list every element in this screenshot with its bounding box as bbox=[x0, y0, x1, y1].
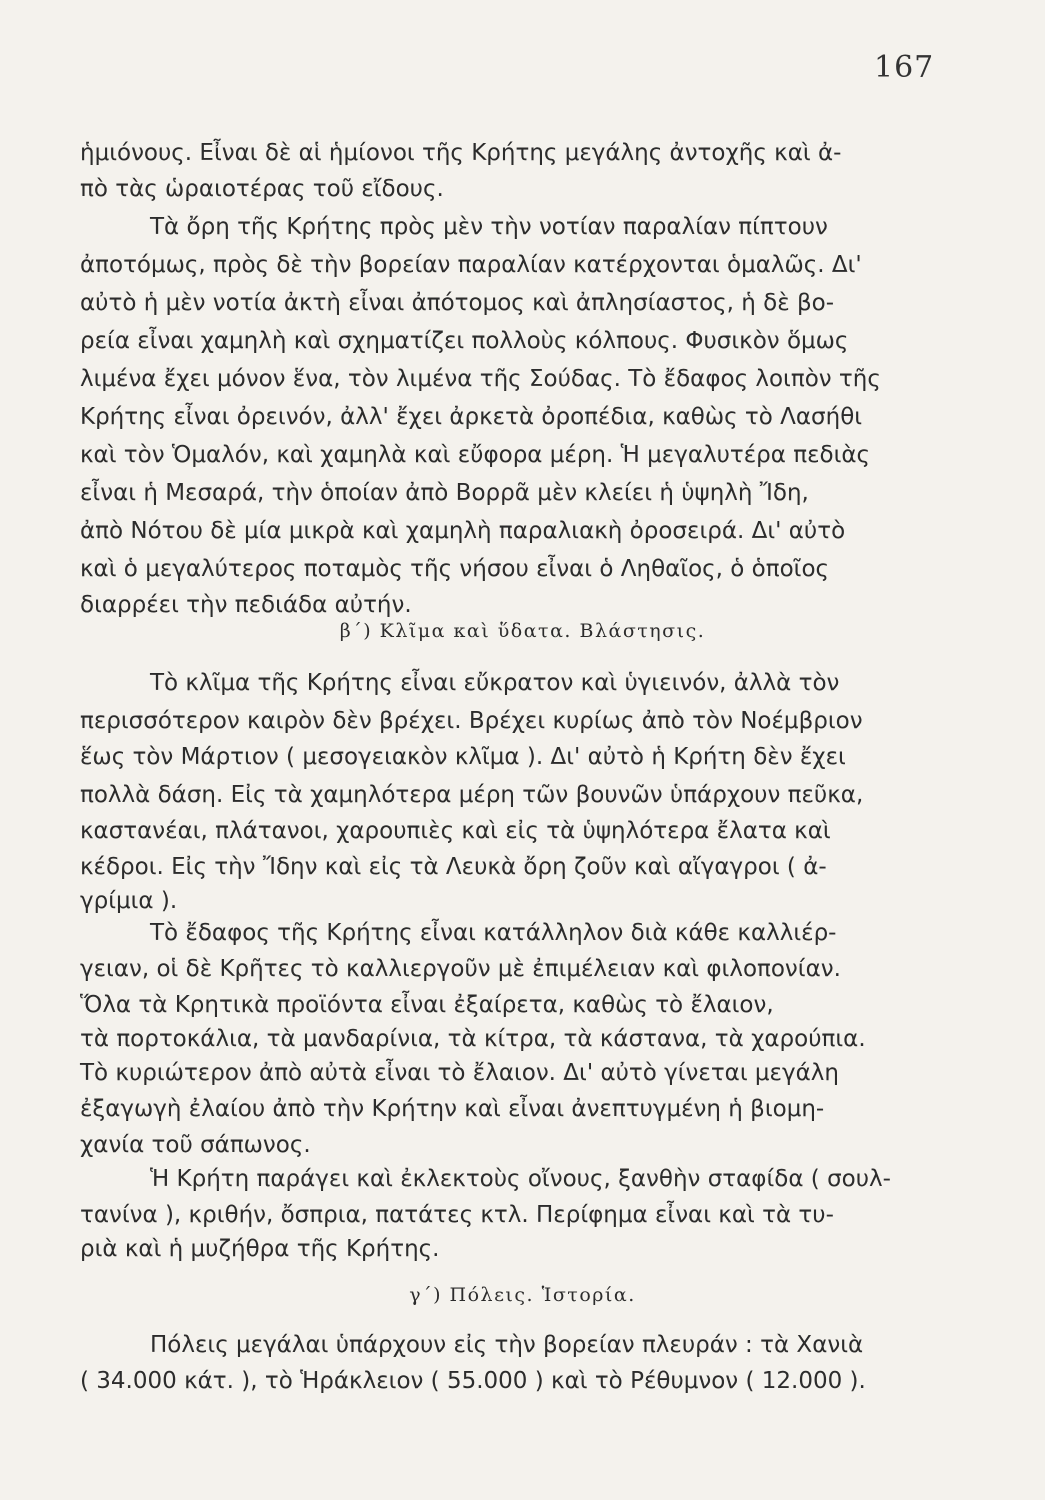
text-line: Πόλεις μεγάλαι ὑπάρχουν εἰς τὴν βορείαν πλευράν : τὰ Χανιὰ bbox=[150, 1332, 864, 1358]
text-line: περισσότερον καιρὸν δὲν βρέχει. Βρέχει κυρίως ἀπὸ τὸν Νοέμβριον bbox=[80, 708, 863, 734]
text-line: ριὰ καὶ ἡ μυζήθρα τῆς Κρήτης. bbox=[80, 1236, 440, 1262]
text-line: ἕως τὸν Μάρτιον ( μεσογειακὸν κλῖμα ). Δι' αὐτὸ ἡ Κρήτη δὲν ἔχει bbox=[80, 744, 846, 770]
text-line: πὸ τὰς ὡραιοτέρας τοῦ εἴδους. bbox=[80, 176, 444, 202]
text-line: πολλὰ δάση. Εἰς τὰ χαμηλότερα μέρη τῶν βουνῶν ὑπάρχουν πεῦκα, bbox=[80, 782, 864, 808]
text-line: τανίνα ), κριθήν, ὄσπρια, πατάτες κτλ. Περίφημα εἶναι καὶ τὰ τυ- bbox=[80, 1202, 834, 1228]
text-line: ρεία εἶναι χαμηλὴ καὶ σχηματίζει πολλοὺς κόλπους. Φυσικὸν ὅμως bbox=[80, 328, 849, 354]
text-line: αὐτὸ ἡ μὲν νοτία ἀκτὴ εἶναι ἀπότομος καὶ ἀπλησίαστος, ἡ δὲ βο- bbox=[80, 290, 835, 316]
section-heading-climate: β΄) Κλῖμα καὶ ὕδατα. Βλάστησις. bbox=[339, 620, 706, 642]
text-line: γειαν, οἱ δὲ Κρῆτες τὸ καλλιεργοῦν μὲ ἐπιμέλειαν καὶ φιλοπονίαν. bbox=[80, 956, 841, 982]
text-line: Κρήτης εἶναι ὀρεινόν, ἀλλ' ἔχει ἀρκετὰ ὀροπέδια, καθὼς τὸ Λασήθι bbox=[80, 404, 863, 430]
text-line: λιμένα ἔχει μόνον ἕνα, τὸν λιμένα τῆς Σούδας. Τὸ ἔδαφος λοιπὸν τῆς bbox=[80, 366, 881, 392]
text-line: κέδροι. Εἰς τὴν Ἴδην καὶ εἰς τὰ Λευκὰ ὄρη ζοῦν καὶ αἴγαγροι ( ἀ- bbox=[80, 854, 827, 880]
text-line: Τὰ ὄρη τῆς Κρήτης πρὸς μὲν τὴν νοτίαν παραλίαν πίπτουν bbox=[150, 214, 828, 240]
text-line: γρίμια ). bbox=[80, 888, 178, 914]
text-line: τὰ πορτοκάλια, τὰ μανδαρίνια, τὰ κίτρα, τὰ κάστανα, τὰ χαρούπια. bbox=[80, 1026, 866, 1052]
text-line: Τὸ κυριώτερον ἀπὸ αὐτὰ εἶναι τὸ ἔλαιον. Δι' αὐτὸ γίνεται μεγάλη bbox=[80, 1060, 839, 1086]
text-line: ἀπὸ Νότου δὲ μία μικρὰ καὶ χαμηλὴ παραλιακὴ ὀροσειρά. Δι' αὐτὸ bbox=[80, 518, 846, 544]
text-line: ( 34.000 κάτ. ), τὸ Ἡράκλειον ( 55.000 ) καὶ τὸ Ρέθυμνον ( 12.000 ). bbox=[80, 1368, 866, 1394]
text-line: Τὸ κλῖμα τῆς Κρήτης εἶναι εὔκρατον καὶ ὑγιεινόν, ἀλλὰ τὸν bbox=[150, 670, 840, 696]
text-line: διαρρέει τὴν πεδιάδα αὐτήν. bbox=[80, 592, 412, 618]
page-number: 167 bbox=[874, 50, 935, 85]
text-line: καὶ τὸν Ὁμαλόν, καὶ χαμηλὰ καὶ εὔφορα μέρη. Ἡ μεγαλυτέρα πεδιὰς bbox=[80, 442, 871, 468]
text-line: καὶ ὁ μεγαλύτερος ποταμὸς τῆς νήσου εἶναι ὁ Ληθαῖος, ὁ ὁποῖος bbox=[80, 556, 830, 582]
text-line: ἐξαγωγὴ ἐλαίου ἀπὸ τὴν Κρήτην καὶ εἶναι ἀνεπτυγμένη ἡ βιομη- bbox=[80, 1096, 825, 1122]
text-line: Ὅλα τὰ Κρητικὰ προϊόντα εἶναι ἐξαίρετα, καθὼς τὸ ἔλαιον, bbox=[80, 992, 774, 1018]
text-line: Ἡ Κρήτη παράγει καὶ ἐκλεκτοὺς οἴνους, ξανθὴν σταφίδα ( σουλ- bbox=[150, 1166, 891, 1192]
text-line: εἶναι ἡ Μεσαρά, τὴν ὁποίαν ἀπὸ Βορρᾶ μὲν κλείει ἡ ὑψηλὴ Ἴδη, bbox=[80, 480, 809, 506]
text-line: Τὸ ἔδαφος τῆς Κρήτης εἶναι κατάλληλον διὰ κάθε καλλιέρ- bbox=[150, 920, 837, 946]
text-line: χανία τοῦ σάπωνος. bbox=[80, 1132, 311, 1158]
text-line: ἀποτόμως, πρὸς δὲ τὴν βορείαν παραλίαν κατέρχονται ὁμαλῶς. Δι' bbox=[80, 252, 862, 278]
section-heading-cities: γ΄) Πόλεις. Ἱστορία. bbox=[409, 1284, 636, 1306]
text-line: καστανέαι, πλάτανοι, χαρουπιὲς καὶ εἰς τὰ ὑψηλότερα ἔλατα καὶ bbox=[80, 818, 831, 844]
text-line: ἡμιόνους. Εἶναι δὲ αἱ ἡμίονοι τῆς Κρήτης μεγάλης ἀντοχῆς καὶ ἀ- bbox=[80, 140, 842, 166]
